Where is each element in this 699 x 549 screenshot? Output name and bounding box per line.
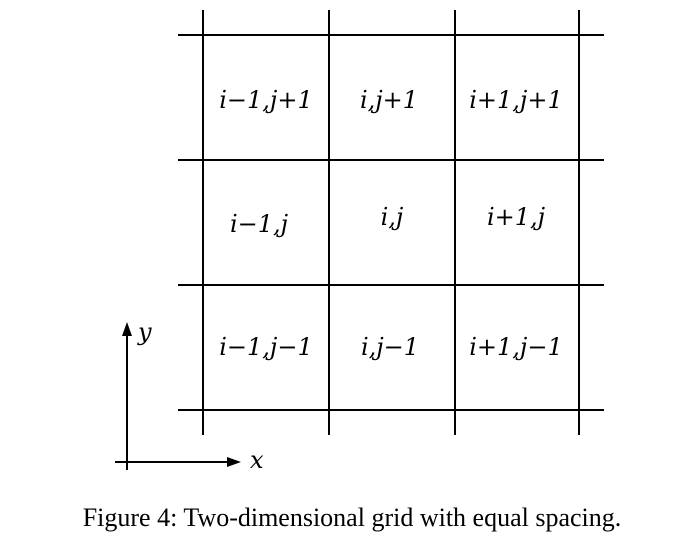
y-axis-arrowhead <box>122 322 132 336</box>
cell-label-middle-left: i−1,j <box>229 210 289 238</box>
cell-label-bottom-left: i−1,j−1 <box>219 333 313 361</box>
figure-caption: Figure 4: Two-dimensional grid with equal spacing. <box>82 503 622 532</box>
cell-label-top-center: i,j+1 <box>359 86 419 114</box>
cell-label-bottom-right: i+1,j−1 <box>469 333 563 361</box>
x-axis-arrowhead <box>227 457 241 467</box>
cell-label-middle-right: i+1,j <box>486 203 546 231</box>
cell-label-middle-center: i,j <box>380 203 404 231</box>
y-axis-label: y <box>138 318 152 346</box>
cell-label-top-left: i−1,j+1 <box>219 86 313 114</box>
x-axis-label: x <box>250 446 264 474</box>
cell-label-top-right: i+1,j+1 <box>469 86 563 114</box>
cell-label-bottom-center: i,j−1 <box>360 333 420 361</box>
cell-labels <box>219 86 563 361</box>
